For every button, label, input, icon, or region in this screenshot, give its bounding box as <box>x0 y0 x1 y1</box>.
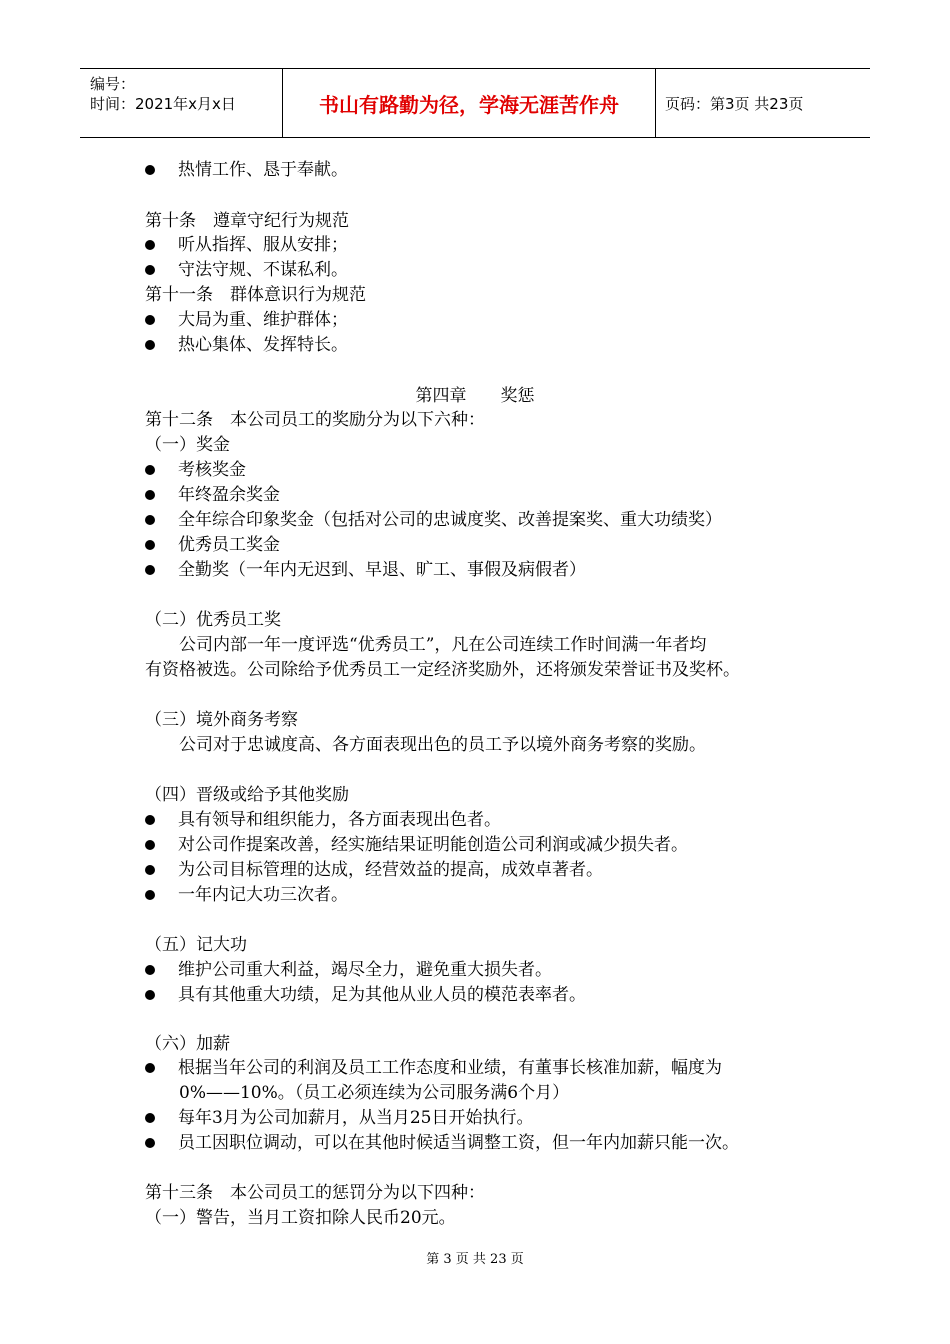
bullet-icon <box>145 265 155 275</box>
text-line: 公司内部一年一度评选“优秀员工”，凡在公司连续工作时间满一年者均 <box>145 635 707 655</box>
text-line: （一）警告，当月工资扣除人民币20元。 <box>145 1208 456 1228</box>
bullet-text: 员工因职位调动，可以在其他时候适当调整工资，但一年内加薪只能一次。 <box>178 1133 739 1153</box>
bullet-text: 具有领导和组织能力，各方面表现出色者。 <box>178 810 501 830</box>
text-line: （三）境外商务考察 <box>145 710 298 730</box>
header-motto: 书山有路勤为径，学海无涯苦作舟 <box>282 69 656 137</box>
text-line: 0%——10%。（员工必须连续为公司服务满6个月） <box>145 1083 570 1103</box>
bullet-text: 全年综合印象奖金（包括对公司的忠诚度奖、改善提案奖、重大功绩奖） <box>178 510 722 530</box>
chapter-title: 第四章 奖惩 <box>415 386 535 406</box>
bullet-text: 考核奖金 <box>178 460 246 480</box>
number-label: 编号： <box>90 75 136 93</box>
page-footer: 第 3 页 共 23 页 <box>426 1252 524 1267</box>
text-line: 第十一条 群体意识行为规范 <box>145 285 366 305</box>
bullet-text: 为公司目标管理的达成，经营效益的提高，成效卓著者。 <box>178 860 603 880</box>
bullet-icon <box>145 340 155 350</box>
text-line: 第十三条 本公司员工的惩罚分为以下四种： <box>145 1183 485 1203</box>
bullet-text: 对公司作提案改善，经实施结果证明能创造公司利润或减少损失者。 <box>178 835 688 855</box>
bullet-text: 每年3月为公司加薪月，从当月25日开始执行。 <box>178 1108 534 1128</box>
text-line: 第十条 遵章守纪行为规范 <box>145 211 349 231</box>
bullet-text: 优秀员工奖金 <box>178 535 280 555</box>
bullet-icon <box>145 240 155 250</box>
text-line: 有资格被选。公司除给予优秀员工一定经济奖励外，还将颁发荣誉证书及奖杯。 <box>145 660 740 680</box>
bullet-icon <box>145 1138 155 1148</box>
bullet-text: 热心集体、发挥特长。 <box>178 335 348 355</box>
text-line: （二）优秀员工奖 <box>145 610 281 630</box>
bullet-text: 大局为重、维护群体； <box>178 310 348 330</box>
header-page-info: 页码：第3页 共23页 <box>665 94 804 113</box>
bullet-text: 热情工作、恳于奉献。 <box>178 160 348 180</box>
page-header <box>80 68 870 138</box>
bullet-text: 一年内记大功三次者。 <box>178 885 348 905</box>
bullet-icon <box>145 1063 155 1073</box>
bullet-icon <box>145 865 155 875</box>
bullet-icon <box>145 515 155 525</box>
bullet-icon <box>145 815 155 825</box>
bullet-icon <box>145 840 155 850</box>
bullet-text: 具有其他重大功绩，足为其他从业人员的模范表率者。 <box>178 985 586 1005</box>
bullet-text: 根据当年公司的利润及员工工作态度和业绩，有董事长核准加薪，幅度为 <box>178 1058 722 1078</box>
text-line: 公司对于忠诚度高、各方面表现出色的员工予以境外商务考察的奖励。 <box>145 735 706 755</box>
bullet-text: 年终盈余奖金 <box>178 485 280 505</box>
text-line: （五）记大功 <box>145 935 247 955</box>
bullet-icon <box>145 990 155 1000</box>
text-line: （一）奖金 <box>145 435 230 455</box>
text-line: （六）加薪 <box>145 1034 230 1054</box>
bullet-text: 维护公司重大利益，竭尽全力，避免重大损失者。 <box>178 960 552 980</box>
bullet-icon <box>145 565 155 575</box>
bullet-text: 全勤奖（一年内无迟到、早退、旷工、事假及病假者） <box>178 560 586 580</box>
bullet-icon <box>145 890 155 900</box>
bullet-icon <box>145 540 155 550</box>
bullet-icon <box>145 165 155 175</box>
bullet-icon <box>145 490 155 500</box>
time-label: 时间：2021年x月x日 <box>90 95 236 113</box>
bullet-icon <box>145 1113 155 1123</box>
bullet-text: 守法守规、不谋私利。 <box>178 260 348 280</box>
text-line: 第十二条 本公司员工的奖励分为以下六种： <box>145 410 485 430</box>
bullet-icon <box>145 315 155 325</box>
bullet-icon <box>145 965 155 975</box>
header-meta <box>80 69 282 137</box>
bullet-text: 听从指挥、服从安排； <box>178 235 348 255</box>
text-line: （四）晋级或给予其他奖励 <box>145 785 349 805</box>
bullet-icon <box>145 465 155 475</box>
